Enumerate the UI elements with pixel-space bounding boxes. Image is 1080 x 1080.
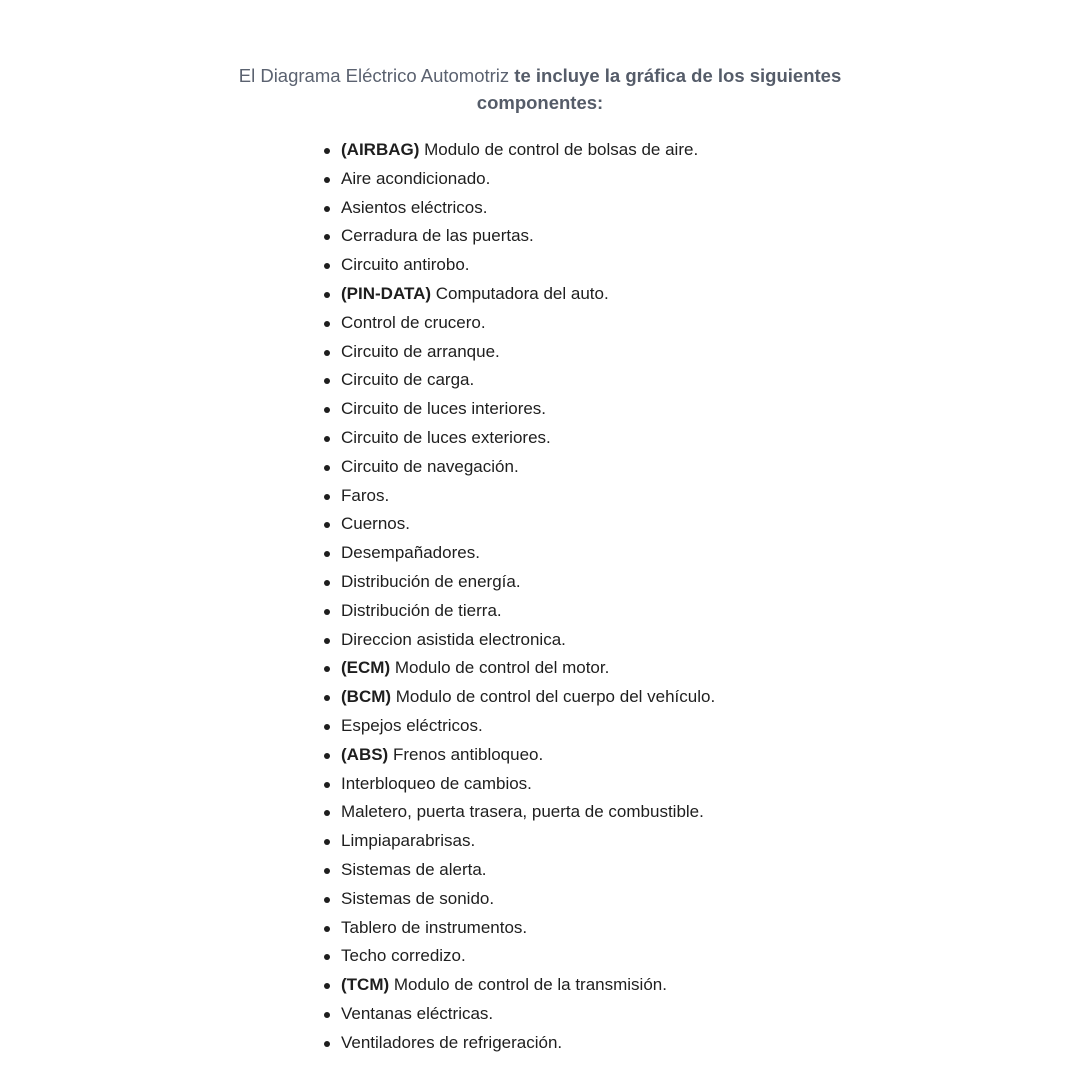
- intro-bold-text: te incluye la gráfica de los siguientes: [514, 65, 842, 86]
- component-tag: (AIRBAG): [341, 140, 425, 159]
- component-text: Sistemas de sonido.: [341, 888, 495, 908]
- component-text: Espejos eléctricos.: [341, 715, 483, 735]
- component-text: Modulo de control del motor.: [394, 658, 610, 678]
- list-item: [322, 885, 715, 914]
- bullet-icon: [324, 926, 330, 932]
- bullet-icon: [324, 378, 330, 384]
- bullet-icon: [324, 868, 330, 874]
- components-list: [322, 136, 715, 1058]
- component-text: Modulo de control del cuerpo del vehículo.: [395, 687, 716, 707]
- list-item: [322, 770, 715, 799]
- list-item: [322, 626, 715, 655]
- bullet-icon: [324, 897, 330, 903]
- list-item: [322, 338, 715, 367]
- component-text: Circuito antirobo.: [341, 255, 470, 275]
- bullet-icon: [324, 436, 330, 442]
- component-text: Faros.: [341, 485, 390, 505]
- list-item: [322, 222, 715, 251]
- component-text: Aire acondicionado.: [341, 168, 491, 188]
- bullet-icon: [324, 810, 330, 816]
- list-item: [322, 1029, 715, 1058]
- bullet-icon: [324, 148, 330, 154]
- component-tag: (ABS): [341, 744, 393, 764]
- list-item: [322, 683, 715, 712]
- list-item: [322, 136, 715, 165]
- list-item: [322, 280, 715, 309]
- component-text: Direccion asistida electronica.: [341, 629, 566, 649]
- component-text: Distribución de tierra.: [341, 600, 502, 620]
- component-text: Ventanas eléctricas.: [341, 1003, 494, 1023]
- bullet-icon: [324, 695, 330, 701]
- intro-paragraph: [0, 62, 1080, 116]
- list-item: [322, 798, 715, 827]
- bullet-icon: [324, 263, 330, 269]
- component-text: Ventiladores de refrigeración.: [341, 1032, 563, 1052]
- bullet-icon: [324, 494, 330, 500]
- list-item: [322, 942, 715, 971]
- bullet-icon: [324, 753, 330, 759]
- bullet-icon: [324, 551, 330, 557]
- component-text: Tablero de instrumentos.: [341, 917, 528, 937]
- component-text: Circuito de navegación.: [341, 456, 519, 476]
- list-item: [322, 741, 715, 770]
- list-item: [322, 827, 715, 856]
- list-item: [322, 712, 715, 741]
- bullet-icon: [324, 234, 330, 240]
- list-item: [322, 539, 715, 568]
- component-text: Interbloqueo de cambios.: [341, 773, 532, 793]
- component-text: Control de crucero.: [341, 312, 486, 332]
- component-tag: (BCM): [341, 687, 396, 707]
- list-item: [322, 971, 715, 1000]
- bullet-icon: [324, 350, 330, 356]
- bullet-icon: [324, 1041, 330, 1047]
- list-item: [322, 1000, 715, 1029]
- component-text: Sistemas de alerta.: [341, 859, 487, 879]
- component-text: Cerradura de las puertas.: [341, 226, 534, 246]
- component-text: Circuito de arranque.: [341, 341, 500, 361]
- component-text: Modulo de control de bolsas de aire.: [424, 140, 699, 159]
- intro-plain-text: El Diagrama Eléctrico Automotriz: [238, 65, 510, 86]
- component-text: Desempañadores.: [341, 543, 480, 563]
- bullet-icon: [324, 522, 330, 528]
- component-text: Modulo de control de la transmisión.: [393, 975, 667, 995]
- component-text: Computadora del auto.: [435, 283, 609, 303]
- component-text: Frenos antibloqueo.: [392, 744, 544, 764]
- list-item: [322, 194, 715, 223]
- bullet-icon: [324, 954, 330, 960]
- intro-bold-continuation: componentes:: [476, 92, 604, 113]
- component-tag: (TCM): [341, 975, 394, 995]
- bullet-icon: [324, 839, 330, 845]
- list-item: [322, 654, 715, 683]
- component-text: Circuito de luces exteriores.: [341, 427, 551, 447]
- list-item: [322, 482, 715, 511]
- bullet-icon: [324, 666, 330, 672]
- component-text: Circuito de carga.: [341, 370, 475, 390]
- list-item: [322, 165, 715, 194]
- bullet-icon: [324, 407, 330, 413]
- list-item: [322, 424, 715, 453]
- bullet-icon: [324, 292, 330, 298]
- list-item: [322, 251, 715, 280]
- bullet-icon: [324, 1012, 330, 1018]
- list-item: [322, 914, 715, 943]
- list-item: [322, 366, 715, 395]
- list-item: [322, 510, 715, 539]
- bullet-icon: [324, 724, 330, 730]
- intro-line-1: [0, 62, 1080, 89]
- bullet-icon: [324, 609, 330, 615]
- component-text: Asientos eléctricos.: [341, 197, 488, 217]
- list-item: [322, 395, 715, 424]
- bullet-icon: [324, 782, 330, 788]
- component-text: Techo corredizo.: [341, 946, 466, 966]
- list-item: [322, 453, 715, 482]
- bullet-icon: [324, 321, 330, 327]
- list-item: [322, 856, 715, 885]
- component-text: Maletero, puerta trasera, puerta de combustible.: [341, 802, 704, 822]
- list-item: [322, 309, 715, 338]
- bullet-icon: [324, 206, 330, 212]
- component-tag: (ECM): [341, 658, 395, 678]
- bullet-icon: [324, 177, 330, 183]
- component-text: Circuito de luces interiores.: [341, 399, 547, 419]
- component-text: Limpiaparabrisas.: [341, 831, 476, 851]
- bullet-icon: [324, 465, 330, 471]
- list-item: [322, 568, 715, 597]
- component-text: Distribución de energía.: [341, 571, 521, 591]
- component-tag: (PIN-DATA): [341, 283, 436, 303]
- bullet-icon: [324, 983, 330, 989]
- list-item: [322, 597, 715, 626]
- component-text: Cuernos.: [341, 514, 410, 534]
- bullet-icon: [324, 638, 330, 644]
- bullet-icon: [324, 580, 330, 586]
